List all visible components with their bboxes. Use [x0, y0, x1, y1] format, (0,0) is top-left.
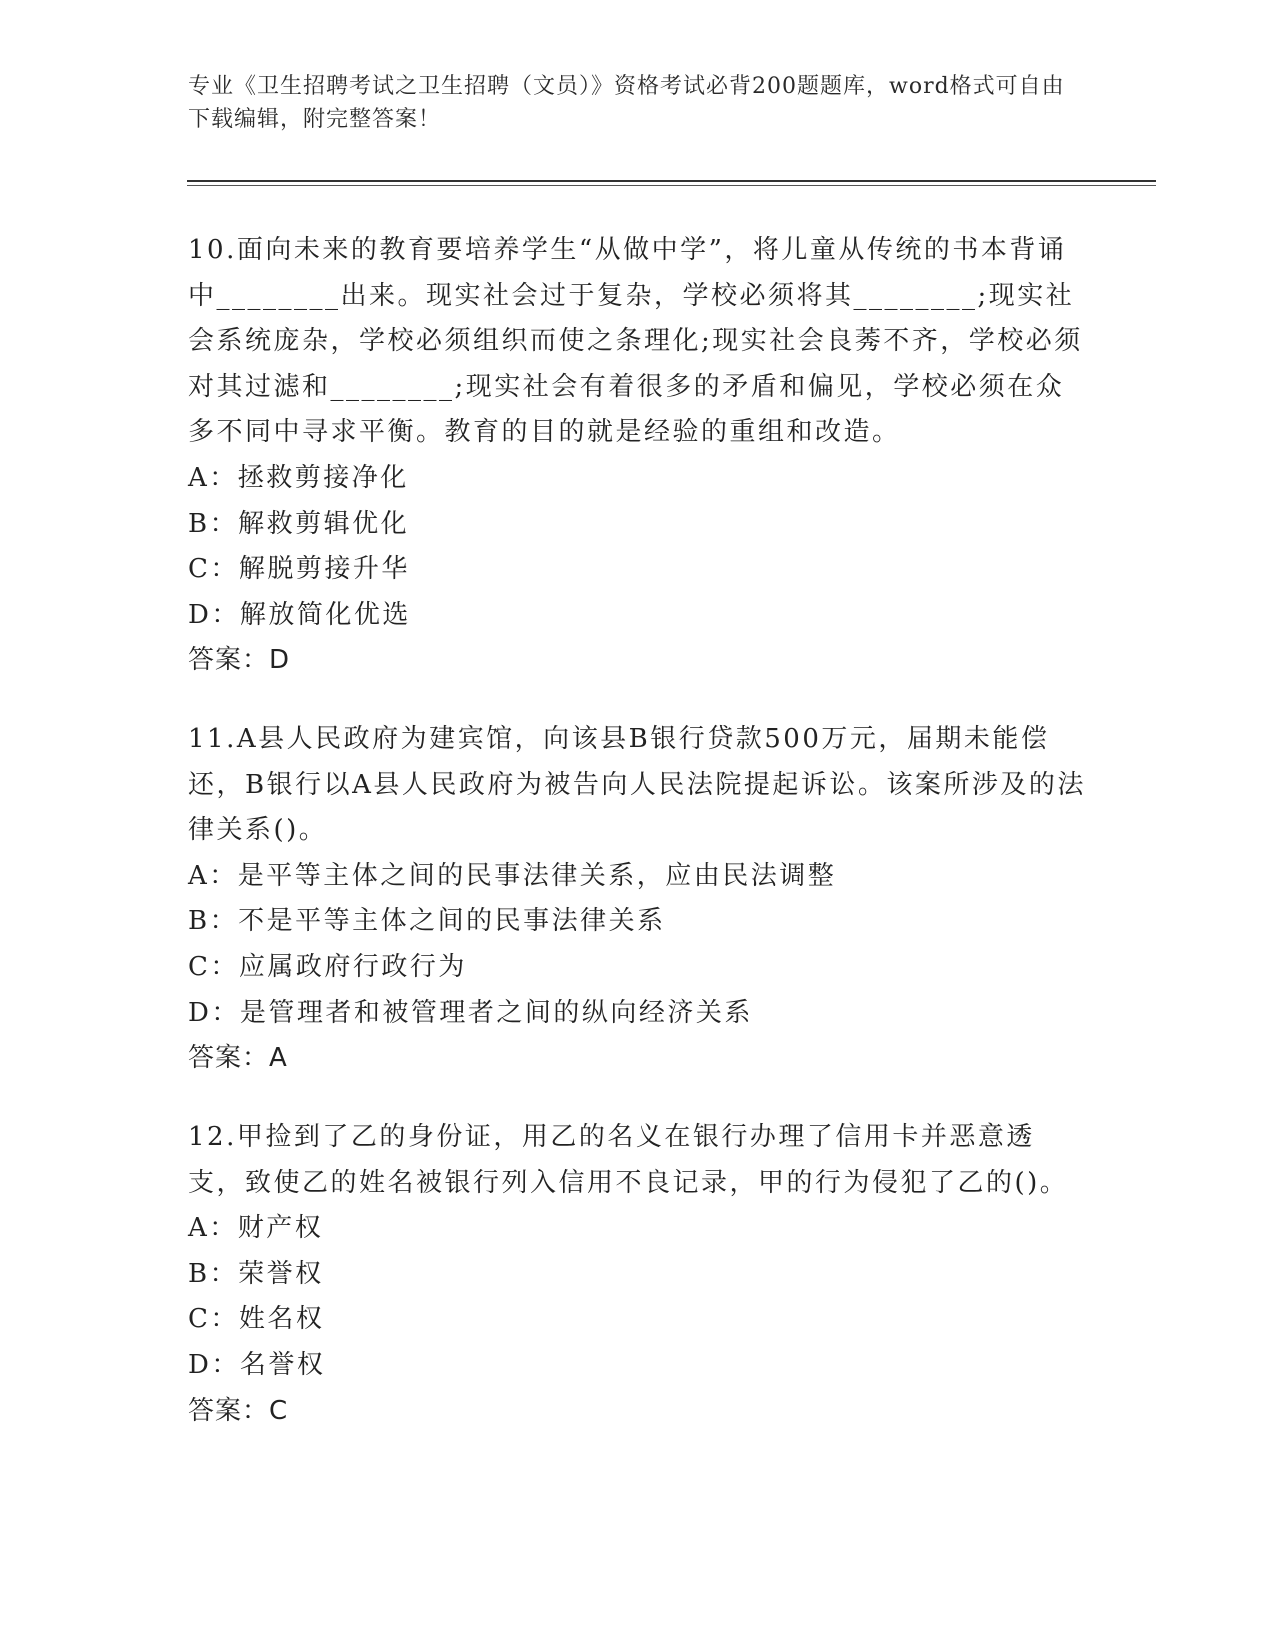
question-12 — [188, 1115, 1088, 1434]
question-stem: 12.甲捡到了乙的身份证，用乙的名义在银行办理了信用卡并恶意透支，致使乙的姓名被银行列入信用不良记录，甲的行为侵犯了乙的()。 — [188, 1122, 1069, 1198]
option-b: B：不是平等主体之间的民事法律关系 — [188, 906, 666, 937]
option-a: A：是平等主体之间的民事法律关系，应由民法调整 — [188, 860, 837, 891]
header-divider-thin — [187, 185, 1156, 186]
option-d: D：名誉权 — [188, 1349, 326, 1380]
option-a: A：财产权 — [188, 1213, 324, 1244]
answer: 答案：A — [188, 1043, 288, 1074]
option-d: D：解放简化优选 — [188, 599, 411, 630]
option-c: C：姓名权 — [188, 1304, 325, 1335]
option-d: D：是管理者和被管理者之间的纵向经济关系 — [188, 997, 753, 1028]
option-c: C：应属政府行政行为 — [188, 951, 467, 982]
question-stem: 11.A县人民政府为建宾馆，向该县B银行贷款500万元，届期未能偿还，B银行以A县人民政府为被告向人民法院提起诉讼。该案所涉及的法律关系()。 — [188, 724, 1086, 846]
option-c: C：解脱剪接升华 — [188, 554, 410, 585]
question-stem: 10.面向未来的教育要培养学生“从做中学”，将儿童从传统的书本背诵中________出来。现实社会过于复杂，学校必须将其________;现实社会系统庞杂，学校必须组织而使之条理化;现实社会良莠不齐，学校必须对其过滤和________;现实社会有着很多的矛盾和偏见，学校必须在众多不同中寻求平衡。教育的目的就是经验的重组和改造。 — [188, 235, 1083, 448]
question-10 — [188, 228, 1088, 684]
question-11 — [188, 717, 1088, 1082]
answer: 答案：C — [188, 1395, 289, 1426]
option-b: B：荣誉权 — [188, 1258, 324, 1289]
answer: 答案：D — [188, 645, 291, 676]
document-header: 专业《卫生招聘考试之卫生招聘（文员）》资格考试必背200题题库，word格式可自由下载编辑，附完整答案！ — [188, 74, 1065, 132]
header-divider-thick — [187, 180, 1156, 182]
option-a: A：拯救剪接净化 — [188, 462, 409, 493]
option-b: B：解救剪辑优化 — [188, 508, 410, 539]
